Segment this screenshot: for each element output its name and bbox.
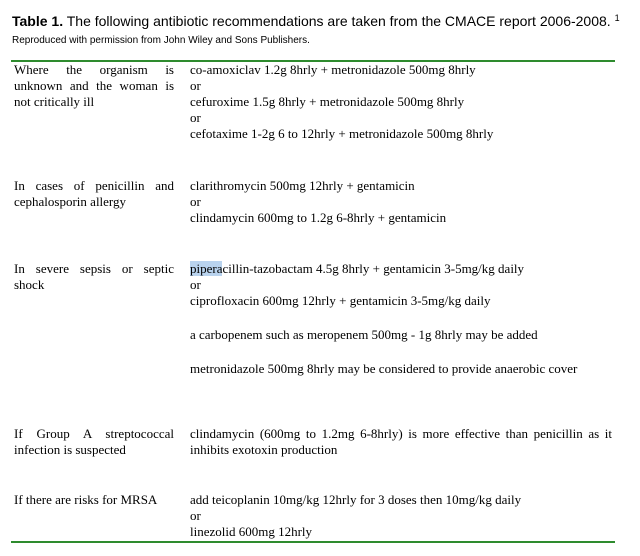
recommendation-line: add teicoplanin 10mg/kg 12hrly for 3 doses then 10mg/kg daily — [190, 492, 522, 507]
condition-cell: In cases of penicillin and cephalosporin allergy — [14, 178, 174, 209]
table-bottom-rule — [11, 541, 615, 543]
recommendation-line: or — [190, 277, 201, 292]
recommendation-line: or — [190, 508, 201, 523]
caption-reference: 1 — [614, 13, 620, 23]
recommendation-line: or — [190, 78, 201, 93]
recommendation-cell — [190, 178, 612, 226]
recommendation-cell — [190, 62, 612, 142]
recommendation-line: linezolid 600mg 12hrly — [190, 524, 313, 539]
recommendation-note: metronidazole 500mg 8hrly may be considered to provide anaerobic cover — [190, 361, 578, 376]
table-caption — [12, 10, 622, 49]
recommendation-line: ciprofloxacin 600mg 12hrly + gentamicin 3-5mg/kg daily — [190, 293, 491, 308]
recommendation-line: or — [190, 110, 201, 125]
condition-cell: In severe sepsis or septic shock — [14, 261, 174, 292]
caption-text: The following antibiotic recommendations are taken from the CMACE report 2006-2008. — [63, 13, 611, 29]
recommendation-line-rest: cillin-tazobactam 4.5g 8hrly + gentamicin 3-5mg/kg daily — [222, 261, 525, 276]
caption-permission: Reproduced with permission from John Wiley and Sons Publishers. — [12, 35, 310, 46]
recommendation-line: clindamycin 600mg to 1.2g 6-8hrly + gentamicin — [190, 210, 447, 225]
recommendation-cell — [190, 261, 612, 377]
recommendation-cell — [190, 492, 612, 540]
recommendation-note: a carbopenem such as meropenem 500mg - 1g 8hrly may be added — [190, 327, 538, 342]
recommendation-line: cefuroxime 1.5g 8hrly + metronidazole 500mg 8hrly — [190, 94, 465, 109]
condition-cell: Where the organism is unknown and the woman is not critically ill — [14, 62, 174, 109]
recommendation-line: or — [190, 194, 201, 209]
recommendation-line: co-amoxiclav 1.2g 8hrly + metronidazole 500mg 8hrly — [190, 62, 476, 77]
condition-cell: If there are risks for MRSA — [14, 492, 158, 507]
recommendation-line — [190, 261, 612, 277]
recommendation-line: cefotaxime 1-2g 6 to 12hrly + metronidazole 500mg 8hrly — [190, 126, 494, 141]
condition-cell: If Group A streptococcal infection is suspected — [14, 426, 174, 457]
caption-label: Table 1. — [12, 13, 64, 29]
text-selection-highlight[interactable]: pipera — [190, 261, 223, 276]
recommendation-text: clindamycin (600mg to 1.2mg 6-8hrly) is more effective than penicillin as it inhibits exotoxin production — [190, 426, 612, 457]
recommendation-cell — [190, 426, 612, 458]
recommendation-line: clarithromycin 500mg 12hrly + gentamicin — [190, 178, 415, 193]
